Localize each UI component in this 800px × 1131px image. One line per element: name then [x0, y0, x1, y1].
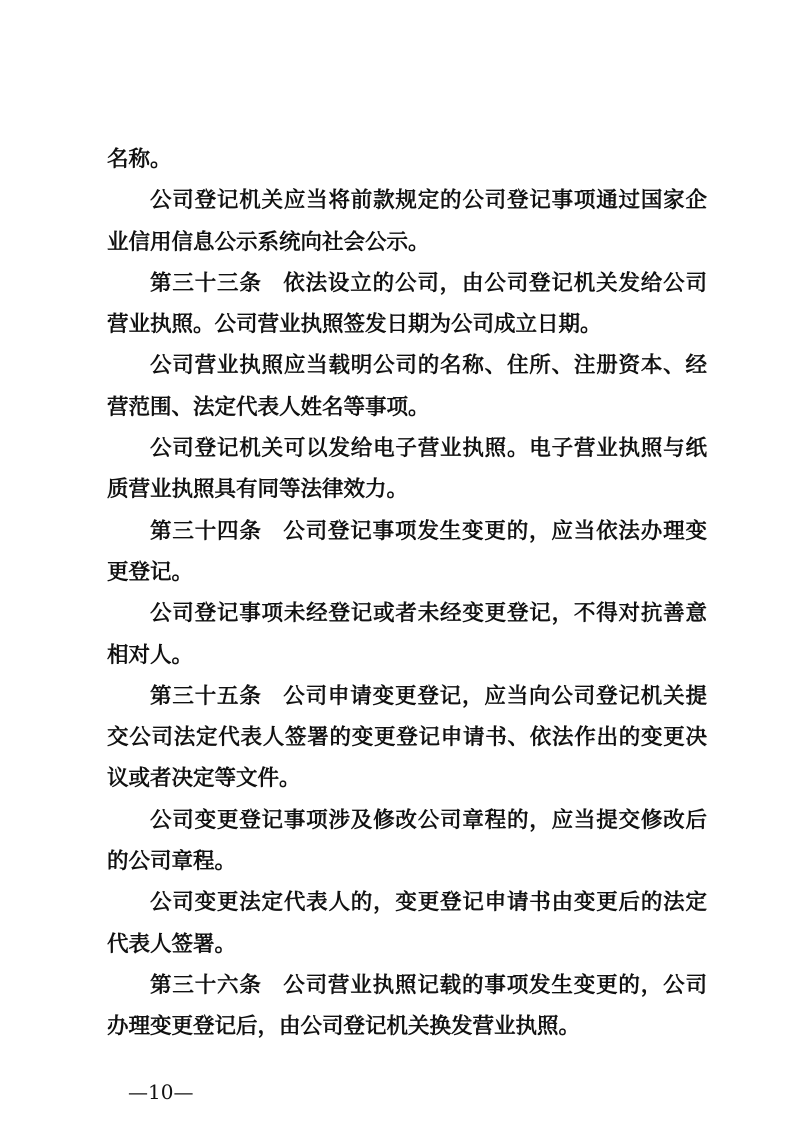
- paragraph-text: 公司登记机关可以发给电子营业执照。电子营业执照与纸质营业执照具有同等法律效力。: [107, 436, 707, 503]
- paragraph-text: 公司变更法定代表人的，变更登记申请书由变更后的法定代表人签署。: [107, 890, 707, 957]
- paragraph-text: 公司登记事项发生变更的，应当依法办理变更登记。: [107, 518, 707, 585]
- article-35: [107, 676, 707, 800]
- paragraph-text: 公司营业执照应当载明公司的名称、住所、注册资本、经营范围、法定代表人姓名等事项。: [107, 353, 707, 420]
- article-number: 第三十五条: [150, 683, 262, 709]
- article-34: [107, 511, 707, 594]
- paragraph-text: 公司营业执照记载的事项发生变更的，公司办理变更登记后，由公司登记机关换发营业执照。: [107, 972, 707, 1040]
- paragraph-text: 公司登记机关应当将前款规定的公司登记事项通过国家企业信用信息公示系统向社会公示。: [107, 188, 707, 255]
- paragraph: [107, 593, 707, 676]
- article-number: 第三十四条: [150, 518, 262, 544]
- page-number: —10—: [128, 1080, 194, 1104]
- paragraph: [107, 428, 707, 511]
- paragraph-text: 公司申请变更登记，应当向公司登记机关提交公司法定代表人签署的变更登记申请书、依法作出的变更决议或者决定等文件。: [107, 683, 707, 792]
- paragraph: [107, 800, 707, 883]
- article-36: [107, 965, 707, 1048]
- article-number: 第三十三条: [150, 270, 262, 296]
- article-number: 第三十六条: [150, 972, 262, 998]
- paragraph-text: 名称。: [107, 147, 172, 172]
- paragraph-text: 公司变更登记事项涉及修改公司章程的，应当提交修改后的公司章程。: [107, 807, 707, 875]
- paragraph-text: 公司登记事项未经登记或者未经变更登记，不得对抗善意相对人。: [107, 601, 707, 668]
- paragraph: [107, 180, 707, 263]
- paragraph-text: 依法设立的公司，由公司登记机关发给公司营业执照。公司营业执照签发日期为公司成立日期。: [107, 270, 707, 338]
- document-body: [107, 139, 707, 1048]
- article-33: [107, 263, 707, 346]
- paragraph-continuation: [107, 139, 707, 180]
- paragraph: [107, 882, 707, 965]
- paragraph: [107, 345, 707, 428]
